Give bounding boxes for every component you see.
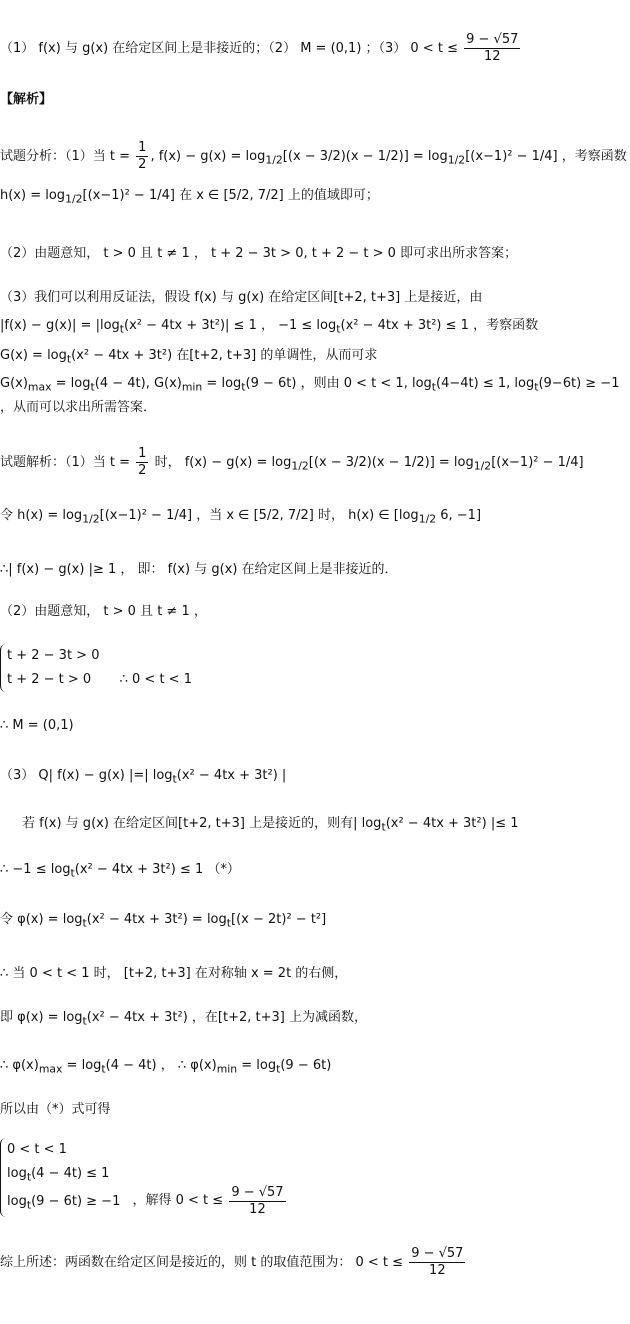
text: (x² − 4tx + 3t²) ≤ 1 （*）	[74, 862, 240, 877]
text: [(x−1)² − 1/4] ，当 x ∈ [5/2, 7/2] 时， h(x) ∈ [log	[99, 508, 419, 523]
log-base: t	[226, 916, 232, 930]
analysis-part3-line5: ，从而可以求出所需答案．	[0, 400, 157, 415]
answer-summary-text: （1） f(x) 与 g(x) 在给定区间上是非接近的；（2） M = (0,1) ；（3） 0 < t ≤	[0, 41, 463, 56]
solution-part3-line5: ∴ 当 0 < t < 1 时， [t+2, t+3] 在对称轴 x = 2t 的右侧，	[0, 966, 348, 981]
answer-fraction	[464, 32, 520, 65]
log-base: 1/2	[65, 192, 83, 206]
text: (x² − 4tx + 3t²) = log	[86, 912, 227, 927]
solution-part3-line6	[0, 1008, 367, 1032]
eq2: t + 2 − t > 0	[7, 672, 92, 687]
analysis-part2: （2）由题意知， t > 0 且 t ≠ 1 ， t + 2 − 3t > 0, t + 2 − t > 0 即可求出所求答案；	[0, 246, 518, 261]
d: 12	[429, 1263, 446, 1278]
solution-part3-line4	[0, 910, 326, 934]
text: [(x−1)² − 1/4] ，考察函数	[465, 149, 627, 164]
text: [(x − 3/2)(x − 1/2)] = log	[308, 455, 474, 470]
conclusion	[0, 1246, 467, 1279]
n: 1	[138, 446, 147, 461]
log-base: 1/2	[265, 153, 283, 167]
solution-part3-line2	[22, 814, 519, 838]
solution-part1-line3: ∴| f(x) − g(x) |≥ 1 ， 即： f(x) 与 g(x) 在给定区间上是非接近的．	[0, 562, 398, 577]
log-base: 1/2	[418, 512, 437, 526]
text: |f(x) − g(x)| = |log	[0, 318, 120, 333]
text: (x² − 4tx + 3t²) ≤ 1 ，考察函数	[340, 318, 539, 333]
analysis-part1-line1	[0, 140, 627, 173]
text: (9 − 6t) ，则由 0 < t < 1, log	[245, 376, 432, 391]
n: 9 − √57	[231, 1184, 284, 1200]
solution-part1-line1	[0, 446, 584, 479]
answer-fraction	[229, 1185, 285, 1218]
analysis-part3-line4	[0, 374, 619, 398]
solution-part2-line1: （2）由题意知， t > 0 且 t ≠ 1 ，	[0, 604, 207, 619]
text: 试题解析：（1）当 t =	[0, 455, 135, 470]
analysis-part3-line1: （3）我们可以利用反证法，假设 f(x) 与 g(x) 在给定区间[t+2, t+3] 上是接近，由	[0, 290, 483, 305]
text: ∴ −1 ≤ log	[0, 862, 71, 877]
log-base: 1/2	[473, 459, 492, 473]
d: 2	[138, 463, 147, 478]
text: = log	[62, 1058, 102, 1073]
t: log	[7, 1166, 27, 1181]
text: 若 f(x) 与 g(x) 在给定区间[t+2, t+3] 上是接近的，则有| log	[22, 816, 382, 831]
text: (x² − 4tx + 3t²)| ≤ 1 ， −1 ≤ log	[124, 318, 337, 333]
solution-part3-system	[0, 1138, 288, 1218]
log-base: t	[119, 322, 125, 336]
log-base: t	[431, 380, 437, 394]
solution-part2-result: ∴ M = (0,1)	[0, 718, 74, 733]
text: 即 φ(x) = log	[0, 1010, 83, 1025]
solution-part3-line7	[0, 1056, 331, 1080]
log-base: t	[90, 380, 95, 394]
brace	[0, 644, 99, 692]
half-fraction	[136, 140, 148, 173]
log-base: t	[70, 866, 75, 880]
sub: min	[181, 380, 203, 394]
log-base: t	[172, 772, 177, 786]
log-base: 1/2	[291, 459, 309, 473]
brace	[0, 1138, 120, 1217]
text: 6, −1]	[436, 508, 482, 523]
log-base: 1/2	[82, 512, 100, 526]
text: [(x−1)² − 1/4] 在 x ∈ [5/2, 7/2] 上的值域即可；	[82, 188, 379, 203]
eq2	[7, 1162, 120, 1190]
text: (x² − 4tx + 3t²) |	[176, 768, 287, 783]
half-fraction	[136, 446, 148, 479]
solution-part2-system	[0, 644, 192, 692]
fraction-numerator: 9 − √57	[466, 32, 519, 47]
d: 2	[138, 157, 147, 172]
text: ∴ φ(x)	[0, 1058, 39, 1073]
log-base: t	[381, 820, 386, 834]
log-base: t	[66, 352, 72, 366]
sub: max	[38, 1062, 63, 1076]
n: 1	[138, 140, 147, 155]
log-base: t	[336, 322, 341, 336]
text: h(x) = log	[0, 188, 66, 203]
text: 令 h(x) = log	[0, 508, 83, 523]
text: (x² − 4tx + 3t²) 在[t+2, t+3] 的单调性，从而可求	[71, 348, 378, 363]
log-base: t	[101, 1062, 106, 1076]
log-base: t	[534, 380, 539, 394]
log-base: t	[82, 916, 87, 930]
text: [(x−1)² − 1/4]	[491, 455, 584, 470]
text: (9−6t) ≥ −1	[538, 376, 620, 391]
text: （3） Q| f(x) − g(x) |=| log	[0, 768, 173, 783]
log-base: t	[276, 1062, 281, 1076]
solution-part3-line8: 所以由（*）式可得	[0, 1102, 111, 1117]
text: (4 − 4t), G(x)	[94, 376, 182, 391]
text: G(x)	[0, 376, 28, 391]
text: = log	[237, 1058, 277, 1073]
text: 试题分析：（1）当 t =	[0, 149, 135, 164]
eq1: t + 2 − 3t > 0	[7, 648, 100, 663]
t: log	[7, 1193, 27, 1209]
log-base: 1/2	[447, 153, 466, 167]
text: G(x) = log	[0, 348, 67, 363]
log-base: t	[26, 1170, 32, 1184]
text: 时， f(x) − g(x) = log	[150, 455, 292, 470]
analysis-part3-line2	[0, 316, 538, 340]
text: (x² − 4tx + 3t²) |≤ 1	[385, 816, 519, 831]
analysis-part3-line3	[0, 346, 377, 370]
text: 令 φ(x) = log	[0, 912, 83, 927]
text: (4−4t) ≤ 1, log	[436, 376, 535, 391]
text: [(x − 2t)² − t²]	[231, 912, 327, 927]
analysis-part1-line2	[0, 186, 379, 210]
text: (4 − 4t) ， ∴ φ(x)	[105, 1058, 217, 1073]
n: 9 − √57	[411, 1246, 464, 1261]
text: = log	[202, 376, 242, 391]
result: ，解得 0 < t ≤	[132, 1193, 228, 1209]
log-base: t	[82, 1014, 87, 1028]
answer-summary	[0, 32, 522, 65]
d: 12	[249, 1201, 266, 1217]
text: 综上所述：两函数在给定区间是接近的，则 t 的取值范围为： 0 < t ≤	[0, 1255, 408, 1270]
text: (x² − 4tx + 3t²) ，在[t+2, t+3] 上为减函数，	[86, 1010, 367, 1025]
text: [(x − 3/2)(x − 1/2)] = log	[282, 149, 448, 164]
eq1: 0 < t < 1	[7, 1142, 67, 1157]
log-base: t	[241, 380, 246, 394]
solution-part1-line2	[0, 506, 481, 530]
fraction-denominator: 12	[483, 49, 501, 64]
log-base: t	[26, 1198, 32, 1212]
sub: max	[27, 380, 52, 394]
text: , f(x) − g(x) = log	[150, 149, 266, 164]
text: = log	[51, 376, 91, 391]
text: (9 − 6t)	[280, 1058, 332, 1073]
solution-part3-line1	[0, 766, 286, 790]
analysis-heading: 【解析】	[0, 92, 53, 107]
t: (4 − 4t) ≤ 1	[31, 1166, 110, 1181]
answer-fraction	[409, 1246, 465, 1279]
result: ∴ 0 < t < 1	[119, 671, 192, 687]
solution-part3-line3	[0, 860, 240, 884]
sub: min	[216, 1062, 238, 1076]
eq3	[7, 1190, 120, 1218]
t: (9 − 6t) ≥ −1	[31, 1193, 121, 1209]
